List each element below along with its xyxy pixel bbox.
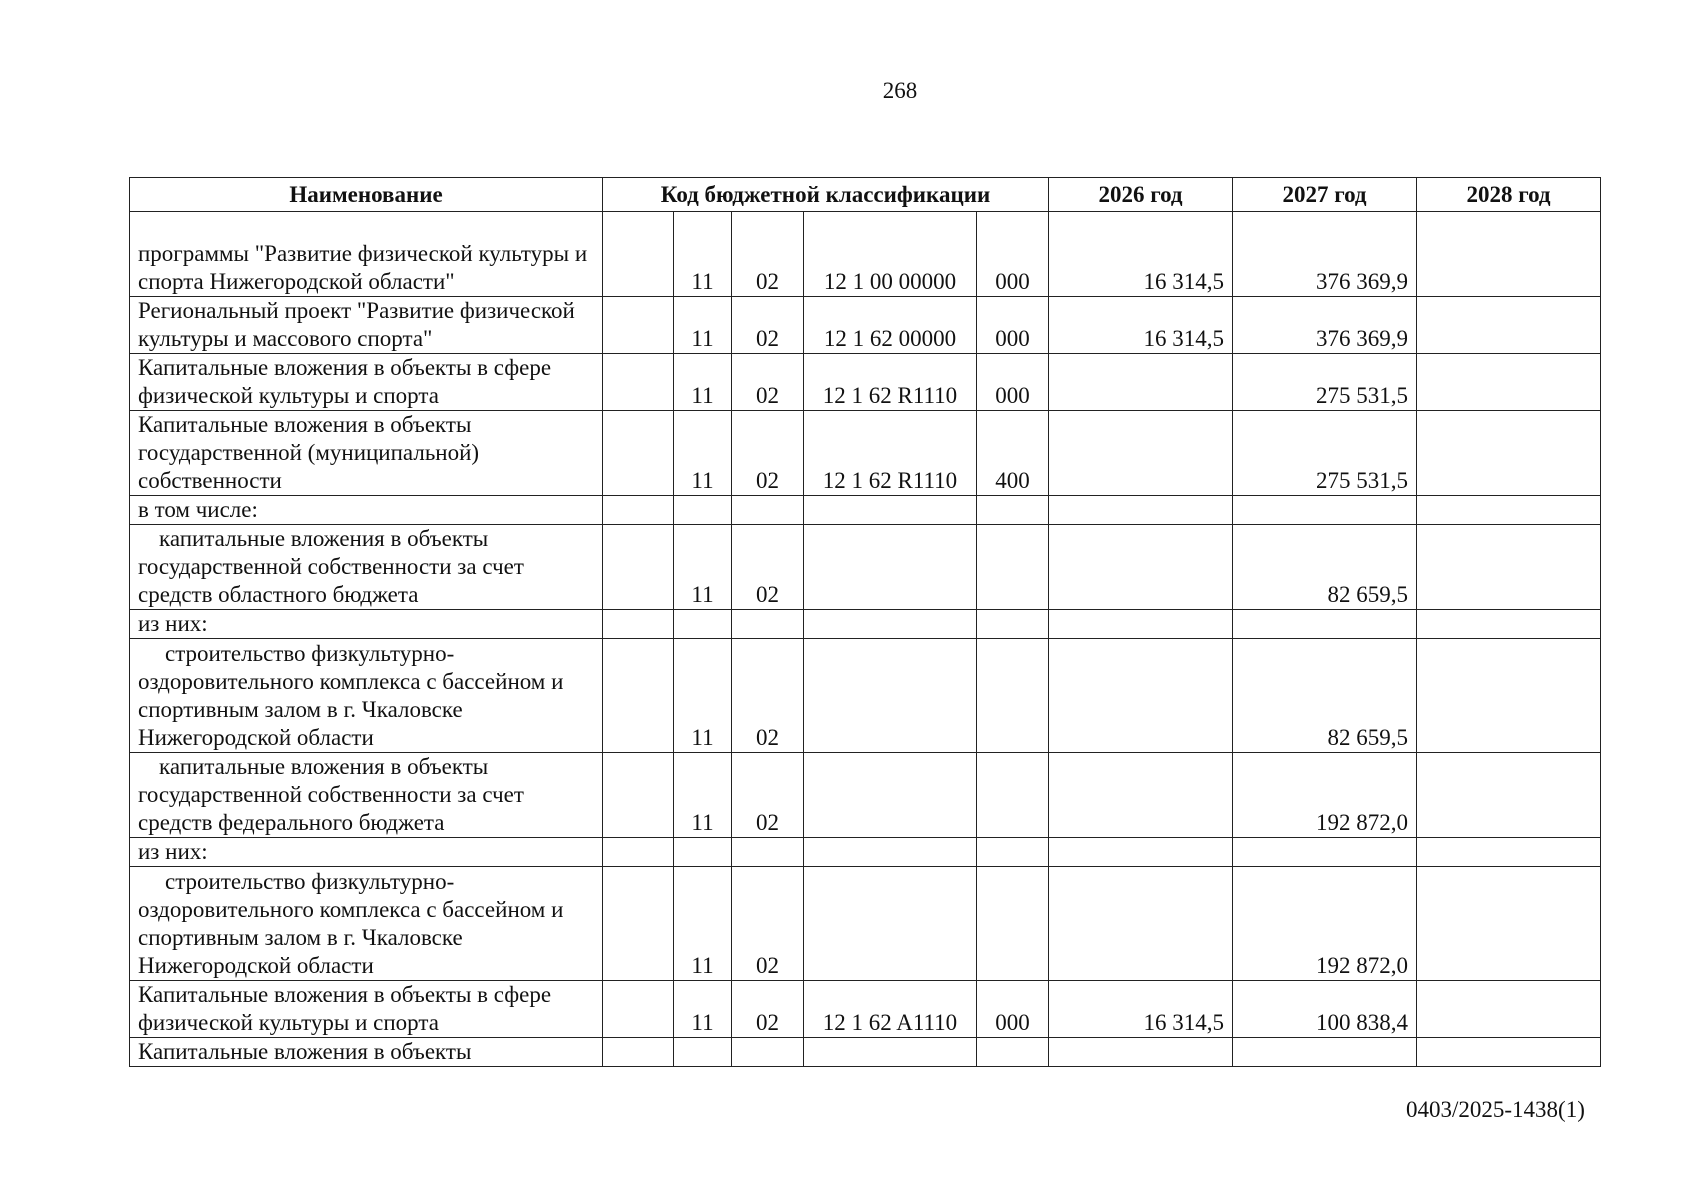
row-value-2026: 16 314,5	[1049, 981, 1233, 1038]
row-code-expense-type: 000	[977, 981, 1049, 1038]
row-code-target: 12 1 62 R1110	[804, 411, 977, 496]
row-code-subsection	[732, 496, 804, 525]
row-value-2026: 16 314,5	[1049, 212, 1233, 297]
row-value-2026	[1049, 496, 1233, 525]
row-value-2027: 192 872,0	[1233, 867, 1417, 981]
row-value-2027	[1233, 1038, 1417, 1067]
table-row	[130, 639, 1601, 753]
table-header-row	[130, 178, 1601, 212]
row-code-subsection: 02	[732, 354, 804, 411]
row-name: Капитальные вложения в объекты	[130, 1038, 603, 1067]
row-value-2027: 82 659,5	[1233, 639, 1417, 753]
row-code-expense-type	[977, 610, 1049, 639]
row-value-2028	[1417, 1038, 1601, 1067]
row-code-blank	[603, 496, 674, 525]
row-value-2028	[1417, 354, 1601, 411]
row-code-section	[674, 496, 732, 525]
row-code-subsection: 02	[732, 212, 804, 297]
table-row	[130, 753, 1601, 838]
row-code-blank	[603, 1038, 674, 1067]
row-code-blank	[603, 610, 674, 639]
row-code-subsection: 02	[732, 867, 804, 981]
row-code-section: 11	[674, 525, 732, 610]
row-name: капитальные вложения в объекты государственной собственности за счет средств областного бюджета	[130, 525, 603, 610]
table-row	[130, 525, 1601, 610]
row-code-section: 11	[674, 354, 732, 411]
row-value-2028	[1417, 525, 1601, 610]
row-code-blank	[603, 212, 674, 297]
row-value-2026	[1049, 411, 1233, 496]
table-row	[130, 354, 1601, 411]
row-code-subsection: 02	[732, 297, 804, 354]
row-code-target	[804, 610, 977, 639]
table-row	[130, 1038, 1601, 1067]
row-value-2027: 275 531,5	[1233, 354, 1417, 411]
row-code-target: 12 1 00 00000	[804, 212, 977, 297]
row-code-expense-type	[977, 867, 1049, 981]
row-value-2026	[1049, 354, 1233, 411]
row-code-subsection: 02	[732, 639, 804, 753]
table-row	[130, 610, 1601, 639]
table-row	[130, 867, 1601, 981]
row-code-section	[674, 610, 732, 639]
row-value-2027: 376 369,9	[1233, 212, 1417, 297]
row-code-subsection	[732, 838, 804, 867]
row-value-2028	[1417, 753, 1601, 838]
row-value-2026	[1049, 753, 1233, 838]
row-name: Капитальные вложения в объекты в сфере физической культуры и спорта	[130, 981, 603, 1038]
row-name: в том числе:	[130, 496, 603, 525]
row-value-2028	[1417, 411, 1601, 496]
row-code-expense-type: 400	[977, 411, 1049, 496]
row-value-2028	[1417, 838, 1601, 867]
table-row	[130, 297, 1601, 354]
row-code-expense-type	[977, 496, 1049, 525]
row-value-2026	[1049, 639, 1233, 753]
row-code-section	[674, 1038, 732, 1067]
row-code-target: 12 1 62 A1110	[804, 981, 977, 1038]
row-code-blank	[603, 525, 674, 610]
row-code-expense-type	[977, 525, 1049, 610]
row-value-2026: 16 314,5	[1049, 297, 1233, 354]
row-name: капитальные вложения в объекты государственной собственности за счет средств федерального бюджета	[130, 753, 603, 838]
row-code-subsection: 02	[732, 753, 804, 838]
document-code: 0403/2025-1438(1)	[1406, 1097, 1585, 1122]
row-code-target	[804, 496, 977, 525]
row-value-2027: 275 531,5	[1233, 411, 1417, 496]
row-code-blank	[603, 867, 674, 981]
row-name: строительство физкультурно-оздоровительного комплекса с бассейном и спортивным залом в г. Чкаловске Нижегородской области	[130, 867, 603, 981]
header-2027: 2027 год	[1233, 178, 1417, 212]
page-number: 268	[882, 78, 918, 103]
row-code-blank	[603, 297, 674, 354]
row-value-2026	[1049, 867, 1233, 981]
header-name: Наименование	[130, 178, 603, 212]
row-code-expense-type	[977, 753, 1049, 838]
header-2028: 2028 год	[1417, 178, 1601, 212]
row-name: из них:	[130, 838, 603, 867]
row-code-blank	[603, 981, 674, 1038]
row-code-expense-type	[977, 1038, 1049, 1067]
table-row	[130, 411, 1601, 496]
table-row	[130, 838, 1601, 867]
row-code-section: 11	[674, 867, 732, 981]
header-2026: 2026 год	[1049, 178, 1233, 212]
row-code-subsection	[732, 610, 804, 639]
row-code-subsection: 02	[732, 411, 804, 496]
row-code-subsection: 02	[732, 981, 804, 1038]
row-value-2026	[1049, 838, 1233, 867]
row-value-2027	[1233, 838, 1417, 867]
row-code-section: 11	[674, 639, 732, 753]
table-row	[130, 496, 1601, 525]
row-code-target	[804, 639, 977, 753]
row-value-2028	[1417, 639, 1601, 753]
row-code-subsection	[732, 1038, 804, 1067]
row-code-expense-type: 000	[977, 212, 1049, 297]
row-code-blank	[603, 411, 674, 496]
row-value-2027	[1233, 496, 1417, 525]
row-name: программы "Развитие физической культуры и спорта Нижегородской области"	[130, 212, 603, 297]
row-value-2028	[1417, 297, 1601, 354]
row-value-2028	[1417, 212, 1601, 297]
table-row	[130, 212, 1601, 297]
row-value-2026	[1049, 1038, 1233, 1067]
row-code-blank	[603, 838, 674, 867]
header-code: Код бюджетной классификации	[603, 178, 1049, 212]
row-code-section: 11	[674, 212, 732, 297]
row-code-expense-type: 000	[977, 354, 1049, 411]
row-value-2027: 376 369,9	[1233, 297, 1417, 354]
row-name: Региональный проект "Развитие физической культуры и массового спорта"	[130, 297, 603, 354]
row-code-section	[674, 838, 732, 867]
row-code-expense-type	[977, 838, 1049, 867]
budget-table	[129, 177, 1601, 1067]
row-code-subsection: 02	[732, 525, 804, 610]
row-code-target	[804, 525, 977, 610]
row-value-2028	[1417, 496, 1601, 525]
row-value-2027: 100 838,4	[1233, 981, 1417, 1038]
row-code-section: 11	[674, 753, 732, 838]
row-code-target	[804, 1038, 977, 1067]
row-code-section: 11	[674, 411, 732, 496]
table-row	[130, 981, 1601, 1038]
row-code-blank	[603, 639, 674, 753]
row-value-2028	[1417, 867, 1601, 981]
row-code-target: 12 1 62 00000	[804, 297, 977, 354]
row-name: Капитальные вложения в объекты в сфере физической культуры и спорта	[130, 354, 603, 411]
row-code-section: 11	[674, 297, 732, 354]
row-code-expense-type: 000	[977, 297, 1049, 354]
row-value-2028	[1417, 610, 1601, 639]
row-code-target	[804, 753, 977, 838]
row-name: из них:	[130, 610, 603, 639]
row-code-blank	[603, 753, 674, 838]
row-value-2026	[1049, 525, 1233, 610]
row-value-2027: 82 659,5	[1233, 525, 1417, 610]
row-value-2027	[1233, 610, 1417, 639]
row-code-target	[804, 867, 977, 981]
row-value-2027: 192 872,0	[1233, 753, 1417, 838]
row-name: Капитальные вложения в объекты государственной (муниципальной) собственности	[130, 411, 603, 496]
row-code-blank	[603, 354, 674, 411]
row-name: строительство физкультурно-оздоровительного комплекса с бассейном и спортивным залом в г. Чкаловске Нижегородской области	[130, 639, 603, 753]
row-value-2028	[1417, 981, 1601, 1038]
row-code-expense-type	[977, 639, 1049, 753]
row-value-2026	[1049, 610, 1233, 639]
row-code-target: 12 1 62 R1110	[804, 354, 977, 411]
row-code-target	[804, 838, 977, 867]
row-code-section: 11	[674, 981, 732, 1038]
